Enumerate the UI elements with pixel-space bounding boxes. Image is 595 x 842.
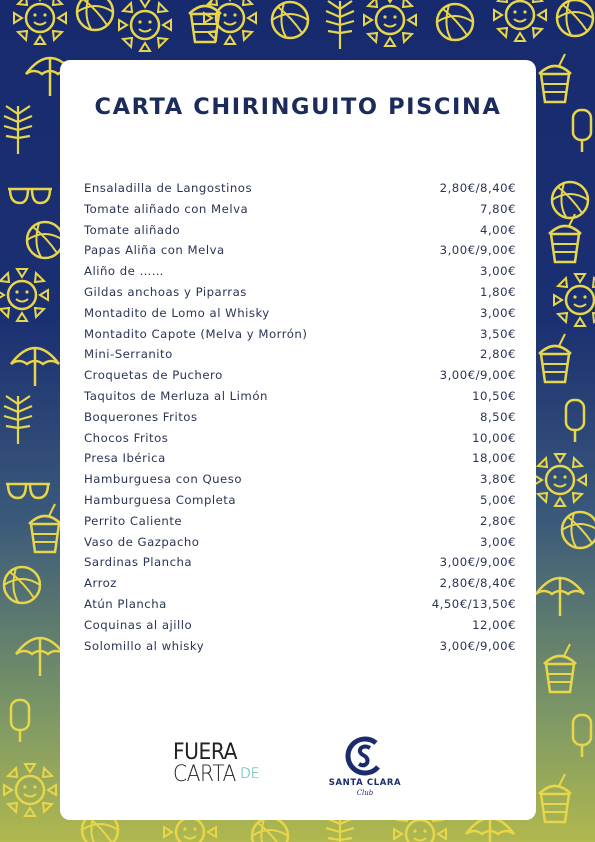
menu-item-price: 10,50€ (472, 388, 516, 403)
menu-item-name: Ensaladilla de Langostinos (84, 181, 253, 195)
menu-item-name: Atún Plancha (84, 596, 167, 611)
menu-item-name: Chocos Fritos (84, 430, 169, 445)
menu-item-row (84, 365, 516, 386)
menu-item-row (84, 220, 516, 241)
menu-item-name: Gildas anchoas y Piparras (84, 284, 247, 299)
logo-fuera-suffix: DE (240, 766, 260, 782)
menu-item-row (84, 324, 516, 345)
menu-item-name: Aliño de …… (84, 264, 164, 279)
menu-item-name: Croquetas de Puchero (84, 368, 223, 383)
menu-item-row (84, 594, 516, 615)
menu-item-name: Montadito Capote (Melva y Morrón) (84, 326, 308, 341)
menu-item-name: Boquerones Fritos (84, 409, 198, 424)
menu-item-price: 2,80€ (480, 347, 516, 362)
menu-item-price: 10,00€ (472, 430, 516, 445)
menu-list (84, 178, 516, 656)
menu-item-name: Tomate aliñado (84, 222, 181, 237)
menu-item-price: 3,00€/9,00€ (439, 555, 516, 570)
santa-clara-name: SANTA CLARA (328, 778, 402, 788)
menu-item-name: Hamburguesa con Queso (84, 472, 242, 487)
menu-item-name: Arroz (84, 576, 117, 591)
menu-item-price: 8,50€ (480, 409, 516, 424)
menu-item-price: 3,00€/9,00€ (439, 243, 516, 258)
menu-item-row (84, 344, 516, 365)
fuera-de-carta-logo (173, 740, 263, 792)
menu-item-price: 12,00€ (472, 617, 516, 632)
menu-item-row (84, 240, 516, 261)
menu-item-price: 5,00€ (480, 492, 516, 507)
menu-item-price: 3,50€ (480, 326, 516, 341)
santa-clara-emblem-icon (341, 736, 389, 778)
menu-item-name: Papas Aliña con Melva (84, 243, 225, 258)
menu-item-name: Solomillo al whisky (84, 638, 205, 653)
menu-item-price: 3,00€ (480, 305, 516, 320)
santa-clara-club-logo (310, 732, 420, 802)
menu-item-price: 18,00€ (472, 451, 516, 466)
menu-item-row (84, 282, 516, 303)
menu-item-price: 4,00€ (480, 222, 516, 237)
santa-clara-club-sub: Club (356, 789, 374, 797)
menu-item-name: Vaso de Gazpacho (84, 534, 200, 549)
menu-item-row (84, 552, 516, 573)
menu-item-row (84, 428, 516, 449)
menu-item-row (84, 490, 516, 511)
menu-item-name: Montadito de Lomo al Whisky (84, 305, 270, 320)
menu-item-row (84, 511, 516, 532)
menu-item-price: 1,80€ (480, 284, 516, 299)
menu-item-row (84, 386, 516, 407)
menu-item-name: Mini-Serranito (84, 347, 173, 362)
menu-item-row (84, 178, 516, 199)
menu-item-row (84, 636, 516, 657)
menu-item-name: Taquitos de Merluza al Limón (84, 388, 268, 403)
menu-item-price: 3,00€ (480, 534, 516, 549)
menu-card (60, 60, 536, 820)
menu-item-row (84, 469, 516, 490)
menu-item-price: 7,80€ (480, 201, 516, 216)
menu-item-name: Hamburguesa Completa (84, 492, 237, 507)
menu-item-name: Sardinas Plancha (84, 555, 193, 570)
menu-item-name: Perrito Caliente (84, 513, 183, 528)
menu-item-name: Coquinas al ajillo (84, 617, 193, 632)
menu-item-row (84, 199, 516, 220)
menu-item-row (84, 261, 516, 282)
logo-fuera-line1: FUERA (173, 740, 238, 765)
menu-item-row (84, 303, 516, 324)
menu-item-row (84, 407, 516, 428)
menu-item-price: 2,80€/8,40€ (439, 576, 516, 591)
menu-item-price: 3,00€/9,00€ (439, 368, 516, 383)
logo-fuera-line2: CARTA (173, 762, 236, 787)
menu-item-price: 3,00€ (480, 264, 516, 279)
menu-item-price: 3,80€ (480, 472, 516, 487)
menu-item-price: 4,50€/13,50€ (431, 596, 516, 611)
menu-item-price: 3,00€/9,00€ (439, 638, 516, 653)
menu-item-row (84, 615, 516, 636)
menu-title: CARTA CHIRINGUITO PISCINA (94, 94, 502, 120)
menu-item-row (84, 532, 516, 553)
menu-item-price: 2,80€/8,40€ (439, 181, 516, 195)
menu-item-row (84, 448, 516, 469)
menu-item-name: Tomate aliñado con Melva (84, 201, 249, 216)
menu-item-price: 2,80€ (480, 513, 516, 528)
menu-item-row (84, 573, 516, 594)
menu-item-name: Presa Ibérica (84, 451, 166, 466)
